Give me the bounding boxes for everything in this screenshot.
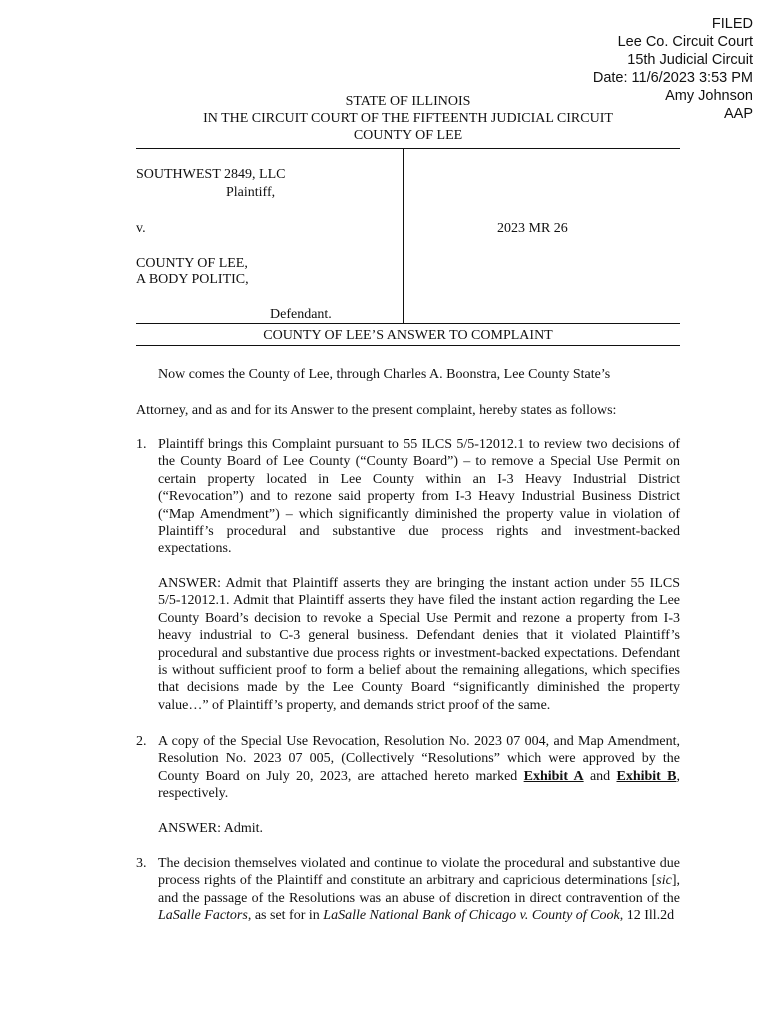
stamp-court: Lee Co. Circuit Court <box>617 34 753 50</box>
case-number: 2023 MR 26 <box>497 221 568 236</box>
versus: v. <box>136 221 146 236</box>
paragraph-3-text-4: , 12 Ill.2d <box>619 908 675 924</box>
paragraph-2-text <box>158 733 680 803</box>
paragraph-3-number: 3. <box>136 856 147 871</box>
stamp-date: Date: 11/6/2023 3:53 PM <box>592 70 753 86</box>
paragraph-3-text <box>158 855 680 925</box>
caption-divider <box>403 148 404 323</box>
paragraph-2-text-after: , respectively. <box>158 768 680 802</box>
header-county: COUNTY OF LEE <box>353 128 463 143</box>
lasalle-factors: LaSalle Factors <box>158 908 248 924</box>
title-bottom-rule <box>136 345 680 346</box>
stamp-clerk: Amy Johnson <box>665 88 753 104</box>
stamp-circuit: 15th Judicial Circuit <box>627 52 753 68</box>
exhibit-a-link: Exhibit A <box>523 768 584 784</box>
exhibit-b-link: Exhibit B <box>616 768 677 784</box>
paragraph-2-number: 2. <box>136 734 147 749</box>
defendant-descriptor: A BODY POLITIC, <box>136 272 249 287</box>
paragraph-1-answer: ANSWER: Admit that Plaintiff asserts they are bringing the instant action under 55 ILCS 5/5-12012.1. Admit that Plaintiff asserts they have filed the instant action regarding the Lee County Board’s decision to revoke a Special Use Permit and rezone a property from I-3 heavy industrial to C-3 general business. Defendant denies that it violated Plaintiff’s procedural and substantive due process rights or investment-backed expectations. Defendant is without sufficient proof to form a belief about the remaining allegations, which specifies that decisions made by the Lee County Board “significantly diminished the property value…” of Plaintiff’s property, and demands strict proof of the same. <box>158 576 680 713</box>
header-court: IN THE CIRCUIT COURT OF THE FIFTEENTH JUDICIAL CIRCUIT <box>203 111 613 126</box>
plaintiff-role: Plaintiff, <box>226 185 276 200</box>
court-header <box>136 93 680 144</box>
paragraph-2-text-before: A copy of the Special Use Revocation, Resolution No. 2023 07 004, and Map Amendment, Resolution No. 2023 07 005, (Collectively “Resolutions” which were approved by the County Board on July 20, 2023, are attached hereto marked <box>158 734 680 784</box>
intro-line-2: Attorney, and as and for its Answer to the present complaint, hereby states as follows: <box>136 403 617 418</box>
paragraph-2-text-and: and <box>583 768 617 784</box>
defendant-name: COUNTY OF LEE, <box>136 256 248 271</box>
paragraph-2-answer: ANSWER: Admit. <box>158 821 264 836</box>
plaintiff-name: SOUTHWEST 2849, LLC <box>136 167 286 182</box>
intro-line-1: Now comes the County of Lee, through Charles A. Boonstra, Lee County State’s <box>158 367 611 382</box>
caption-bottom-rule <box>136 323 680 324</box>
paragraph-3-text-1: The decision themselves violated and continue to violate the procedural and substantive due process rights of the Plaintiff and constitute an arbitrary and capricious determinations [ <box>158 856 680 889</box>
paragraph-1-number: 1. <box>136 437 147 452</box>
document-title: COUNTY OF LEE’S ANSWER TO COMPLAINT <box>263 328 553 343</box>
stamp-status: FILED <box>711 16 753 32</box>
sic-notation: sic <box>656 873 672 889</box>
paragraph-3-text-2: ], and the passage of the Resolutions was an abuse of discretion in direct contravention of the <box>158 873 680 906</box>
paragraph-3-text-3: , as set for in <box>247 908 324 924</box>
caption-top-rule <box>136 148 680 149</box>
defendant-role: Defendant. <box>270 307 332 322</box>
stamp-initials: AAP <box>723 106 753 122</box>
header-state: STATE OF ILLINOIS <box>345 94 471 109</box>
case-citation: LaSalle National Bank of Chicago v. County of Cook <box>323 908 620 924</box>
paragraph-1-text: Plaintiff brings this Complaint pursuant to 55 ILCS 5/5-12012.1 to review two decisions of the County Board of Lee County (“County Board”) – to remove a Special Use Permit on certain property located in Lee County within an I-3 Heavy Industrial District (“Revocation”) and to rezone said property from I-3 Heavy Industrial Business District (“Map Amendment”) – which significantly diminished the property value in violation of Plaintiff’s procedural and substantive due process rights and investment-backed expectations. <box>158 437 680 557</box>
